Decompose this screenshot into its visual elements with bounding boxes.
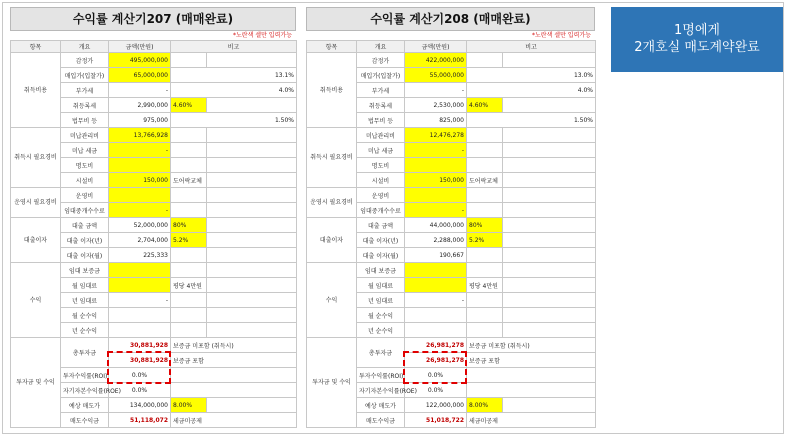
table-row xyxy=(11,53,297,68)
remark-cell xyxy=(171,293,207,308)
row-label: 대출 이자(년) xyxy=(61,233,109,248)
remark-spare-cell xyxy=(207,218,297,233)
section-label: 운영시 필요경비 xyxy=(307,188,357,218)
sale-remark xyxy=(503,398,596,413)
amount-cell[interactable]: 422,000,000 xyxy=(405,53,467,68)
total-investment-incl-deposit: 30,881,928 xyxy=(109,353,171,368)
total-incl-deposit-note: 보증금 포함 xyxy=(171,353,297,368)
table-row xyxy=(307,128,596,143)
amount-cell[interactable] xyxy=(109,263,171,278)
amount-cell[interactable] xyxy=(405,278,467,293)
section-label: 대출이자 xyxy=(307,218,357,263)
remark-cell[interactable]: 80% xyxy=(171,218,207,233)
roi-remark xyxy=(171,368,297,383)
amount-cell xyxy=(109,323,171,338)
remark-spare-cell xyxy=(503,188,596,203)
header-summary: 개요 xyxy=(357,41,405,53)
row-label: 임대중개수수료 xyxy=(357,203,405,218)
row-label: 미납관리비 xyxy=(61,128,109,143)
remark-spare-cell xyxy=(207,128,297,143)
roi-remark xyxy=(467,368,596,383)
sale-highlight-box xyxy=(403,351,467,384)
row-label: 대출 금액 xyxy=(61,218,109,233)
remark-cell xyxy=(171,143,207,158)
remark-cell: 도어락교체 xyxy=(467,173,503,188)
remark-cell[interactable]: 4.60% xyxy=(467,98,503,113)
remark-spare-cell xyxy=(207,248,297,263)
sale-profit-value: 51,018,722 xyxy=(405,413,467,428)
amount-cell xyxy=(405,308,467,323)
amount-cell[interactable]: 150,000 xyxy=(405,173,467,188)
amount-cell[interactable] xyxy=(109,158,171,173)
amount-cell: 2,704,000 xyxy=(109,233,171,248)
amount-cell[interactable]: 55,000,000 xyxy=(405,68,467,83)
amount-cell[interactable]: 495,000,000 xyxy=(109,53,171,68)
header-remark: 비고 xyxy=(171,41,297,53)
amount-cell: 2,288,000 xyxy=(405,233,467,248)
sale-highlight-box xyxy=(107,351,171,384)
expected-sale-label: 예상 매도가 xyxy=(357,398,405,413)
remark-cell xyxy=(171,188,207,203)
remark-cell: 4.0% xyxy=(171,83,297,98)
row-label: 시설비 xyxy=(357,173,405,188)
total-excl-deposit-note: 보증금 미포함 (취득시) xyxy=(171,338,297,353)
remark-spare-cell xyxy=(503,308,596,323)
amount-cell xyxy=(405,323,467,338)
section-label: 수익 xyxy=(307,263,357,338)
amount-cell[interactable] xyxy=(405,263,467,278)
table-row xyxy=(11,188,297,203)
amount-cell: - xyxy=(405,293,467,308)
remark-cell xyxy=(467,263,503,278)
section-label: 취득비용 xyxy=(11,53,61,128)
input-note: *노란색 셀만 입력가능 xyxy=(233,32,292,39)
row-label: 감정가 xyxy=(357,53,405,68)
sheet-title: 수익률 계산기207 (매매완료) xyxy=(10,7,296,31)
row-label: 미납관리비 xyxy=(357,128,405,143)
remark-cell: 평당 4만원 xyxy=(467,278,503,293)
amount-cell: - xyxy=(109,293,171,308)
expected-sale-price: 122,000,000 xyxy=(405,398,467,413)
row-label: 년 임대료 xyxy=(357,293,405,308)
section-label: 대출이자 xyxy=(11,218,61,263)
amount-cell: - xyxy=(405,83,467,98)
sale-rate[interactable]: 8.00% xyxy=(467,398,503,413)
row-label: 법무비 등 xyxy=(61,113,109,128)
remark-cell[interactable]: 5.2% xyxy=(467,233,503,248)
remark-spare-cell xyxy=(207,233,297,248)
remark-spare-cell xyxy=(503,53,596,68)
table-row xyxy=(307,263,596,278)
row-label: 임대중개수수료 xyxy=(61,203,109,218)
header-item: 항목 xyxy=(307,41,357,53)
amount-cell: 2,530,000 xyxy=(405,98,467,113)
sheet-title: 수익률 계산기208 (매매완료) xyxy=(306,7,595,31)
remark-spare-cell xyxy=(503,203,596,218)
input-note: *노란색 셀만 입력가능 xyxy=(532,32,591,39)
section-label: 운영시 필요경비 xyxy=(11,188,61,218)
roe-remark xyxy=(467,383,596,398)
section-label: 취득비용 xyxy=(307,53,357,128)
calculator-sheet-207 xyxy=(10,7,296,428)
remark-cell xyxy=(467,203,503,218)
row-label: 운영비 xyxy=(61,188,109,203)
section-label: 투자금 및 수익 xyxy=(307,338,357,428)
remark-cell xyxy=(467,188,503,203)
sale-complete-callout xyxy=(611,7,783,72)
section-label: 투자금 및 수익 xyxy=(11,338,61,428)
remark-cell: 13.0% xyxy=(467,68,596,83)
remark-spare-cell xyxy=(503,293,596,308)
remark-spare-cell xyxy=(207,263,297,278)
remark-cell: 도어락교체 xyxy=(171,173,207,188)
amount-cell: 825,000 xyxy=(405,113,467,128)
row-label: 부가세 xyxy=(61,83,109,98)
row-label: 법무비 등 xyxy=(357,113,405,128)
remark-cell xyxy=(467,143,503,158)
row-label: 월 임대료 xyxy=(357,278,405,293)
header-amount: 금액(만원) xyxy=(109,41,171,53)
remark-cell: 1.50% xyxy=(171,113,297,128)
row-label: 월 순수익 xyxy=(357,308,405,323)
total-excl-deposit-note: 보증금 미포함 (취득시) xyxy=(467,338,596,353)
amount-cell[interactable] xyxy=(405,188,467,203)
sale-profit-note: 세금미공제 xyxy=(467,413,596,428)
remark-spare-cell xyxy=(503,218,596,233)
remark-spare-cell xyxy=(503,143,596,158)
remark-cell: 4.0% xyxy=(467,83,596,98)
remark-spare-cell xyxy=(207,293,297,308)
callout-line-2: 2개호실 매도계약완료 xyxy=(634,40,760,55)
remark-cell[interactable]: 4.60% xyxy=(171,98,207,113)
amount-cell: 2,990,000 xyxy=(109,98,171,113)
remark-cell: 1.50% xyxy=(467,113,596,128)
remark-cell xyxy=(171,263,207,278)
amount-cell: 975,000 xyxy=(109,113,171,128)
row-label: 대출 이자(월) xyxy=(61,248,109,263)
amount-cell[interactable]: 65,000,000 xyxy=(109,68,171,83)
row-label: 대출 이자(년) xyxy=(357,233,405,248)
amount-cell[interactable]: - xyxy=(109,143,171,158)
amount-cell: - xyxy=(109,83,171,98)
header-remark: 비고 xyxy=(467,41,596,53)
remark-cell xyxy=(467,248,503,263)
section-label: 수익 xyxy=(11,263,61,338)
roe-label: 자기자본수익률(ROE) xyxy=(61,383,109,398)
row-label: 시설비 xyxy=(61,173,109,188)
amount-cell[interactable]: 12,476,278 xyxy=(405,128,467,143)
remark-cell xyxy=(171,203,207,218)
remark-cell xyxy=(467,293,503,308)
remark-cell xyxy=(171,308,207,323)
remark-cell xyxy=(467,53,503,68)
total-investment-excl-deposit: 30,881,928 xyxy=(109,338,171,353)
roi-value: 0.0% xyxy=(405,368,467,383)
remark-cell xyxy=(467,323,503,338)
total-investment-excl-deposit: 26,981,278 xyxy=(405,338,467,353)
amount-cell[interactable] xyxy=(405,158,467,173)
remark-cell: 13.1% xyxy=(171,68,297,83)
row-label: 년 임대료 xyxy=(61,293,109,308)
remark-cell xyxy=(467,308,503,323)
amount-cell[interactable]: 13,766,928 xyxy=(109,128,171,143)
amount-cell: 52,000,000 xyxy=(109,218,171,233)
remark-cell xyxy=(171,53,207,68)
header-amount: 금액(만원) xyxy=(405,41,467,53)
row-label: 대출 이자(월) xyxy=(357,248,405,263)
remark-spare-cell xyxy=(503,233,596,248)
table-row xyxy=(307,53,596,68)
amount-cell[interactable]: - xyxy=(109,203,171,218)
callout-line-1: 1명에게 xyxy=(674,23,720,38)
section-label: 취득시 필요경비 xyxy=(307,128,357,188)
remark-cell xyxy=(171,128,207,143)
roi-label: 투자수익률(ROI) xyxy=(357,368,405,383)
sale-profit-note: 세금미공제 xyxy=(171,413,297,428)
roi-label: 투자수익률(ROI) xyxy=(61,368,109,383)
remark-cell: 평당 4만원 xyxy=(171,278,207,293)
row-label: 명도비 xyxy=(61,158,109,173)
amount-cell[interactable] xyxy=(109,188,171,203)
amount-cell[interactable]: - xyxy=(405,203,467,218)
roe-value: 0.0% xyxy=(405,383,467,398)
row-label: 미납 세금 xyxy=(357,143,405,158)
amount-cell: 225,333 xyxy=(109,248,171,263)
remark-spare-cell xyxy=(503,158,596,173)
remark-spare-cell xyxy=(503,323,596,338)
roe-value: 0.0% xyxy=(109,383,171,398)
remark-cell xyxy=(171,248,207,263)
remark-spare-cell xyxy=(207,158,297,173)
remark-spare-cell xyxy=(207,203,297,218)
row-label: 년 순수익 xyxy=(61,323,109,338)
row-label: 임대 보증금 xyxy=(61,263,109,278)
remark-cell xyxy=(467,158,503,173)
remark-spare-cell xyxy=(207,98,297,113)
row-label: 년 순수익 xyxy=(357,323,405,338)
remark-spare-cell xyxy=(503,98,596,113)
sale-profit-label: 매도수익금 xyxy=(61,413,109,428)
remark-spare-cell xyxy=(207,308,297,323)
amount-cell xyxy=(109,308,171,323)
table-row xyxy=(307,188,596,203)
table-row xyxy=(11,263,297,278)
row-label: 미납 세금 xyxy=(61,143,109,158)
remark-cell xyxy=(171,158,207,173)
row-label: 대출 금액 xyxy=(357,218,405,233)
row-label: 매입가(입찰가) xyxy=(61,68,109,83)
roi-value: 0.0% xyxy=(109,368,171,383)
expected-sale-price: 134,000,000 xyxy=(109,398,171,413)
remark-spare-cell xyxy=(503,278,596,293)
section-label: 취득시 필요경비 xyxy=(11,128,61,188)
roe-label: 자기자본수익률(ROE) xyxy=(357,383,405,398)
row-label: 취등록세 xyxy=(357,98,405,113)
sale-profit-value: 51,118,072 xyxy=(109,413,171,428)
row-label: 감정가 xyxy=(61,53,109,68)
row-label: 부가세 xyxy=(357,83,405,98)
remark-cell xyxy=(171,323,207,338)
remark-cell[interactable]: 80% xyxy=(467,218,503,233)
remark-spare-cell xyxy=(207,323,297,338)
header-summary: 개요 xyxy=(61,41,109,53)
amount-cell[interactable] xyxy=(109,278,171,293)
amount-cell: 44,000,000 xyxy=(405,218,467,233)
sale-profit-label: 매도수익금 xyxy=(357,413,405,428)
amount-cell: 190,667 xyxy=(405,248,467,263)
amount-cell[interactable]: 150,000 xyxy=(109,173,171,188)
sale-remark xyxy=(207,398,297,413)
roe-remark xyxy=(171,383,297,398)
row-label: 월 순수익 xyxy=(61,308,109,323)
remark-spare-cell xyxy=(207,53,297,68)
row-label: 운영비 xyxy=(357,188,405,203)
remark-spare-cell xyxy=(503,128,596,143)
remark-spare-cell xyxy=(503,173,596,188)
row-label: 취등록세 xyxy=(61,98,109,113)
row-label: 매입가(입찰가) xyxy=(357,68,405,83)
expected-sale-label: 예상 매도가 xyxy=(61,398,109,413)
remark-cell xyxy=(467,128,503,143)
remark-spare-cell xyxy=(207,173,297,188)
amount-cell[interactable]: - xyxy=(405,143,467,158)
table-row xyxy=(307,218,596,233)
row-label: 명도비 xyxy=(357,158,405,173)
remark-spare-cell xyxy=(207,278,297,293)
total-investment-incl-deposit: 26,981,278 xyxy=(405,353,467,368)
remark-spare-cell xyxy=(207,143,297,158)
remark-cell[interactable]: 5.2% xyxy=(171,233,207,248)
total-investment-label: 총투자금 xyxy=(61,338,109,368)
remark-spare-cell xyxy=(503,248,596,263)
row-label: 임대 보증금 xyxy=(357,263,405,278)
table-row xyxy=(11,128,297,143)
sale-rate[interactable]: 8.00% xyxy=(171,398,207,413)
row-label: 월 임대료 xyxy=(61,278,109,293)
header-item: 항목 xyxy=(11,41,61,53)
total-incl-deposit-note: 보증금 포함 xyxy=(467,353,596,368)
remark-spare-cell xyxy=(503,263,596,278)
total-investment-label: 총투자금 xyxy=(357,338,405,368)
table-row xyxy=(11,218,297,233)
calculator-sheet-208 xyxy=(306,7,595,428)
remark-spare-cell xyxy=(207,188,297,203)
